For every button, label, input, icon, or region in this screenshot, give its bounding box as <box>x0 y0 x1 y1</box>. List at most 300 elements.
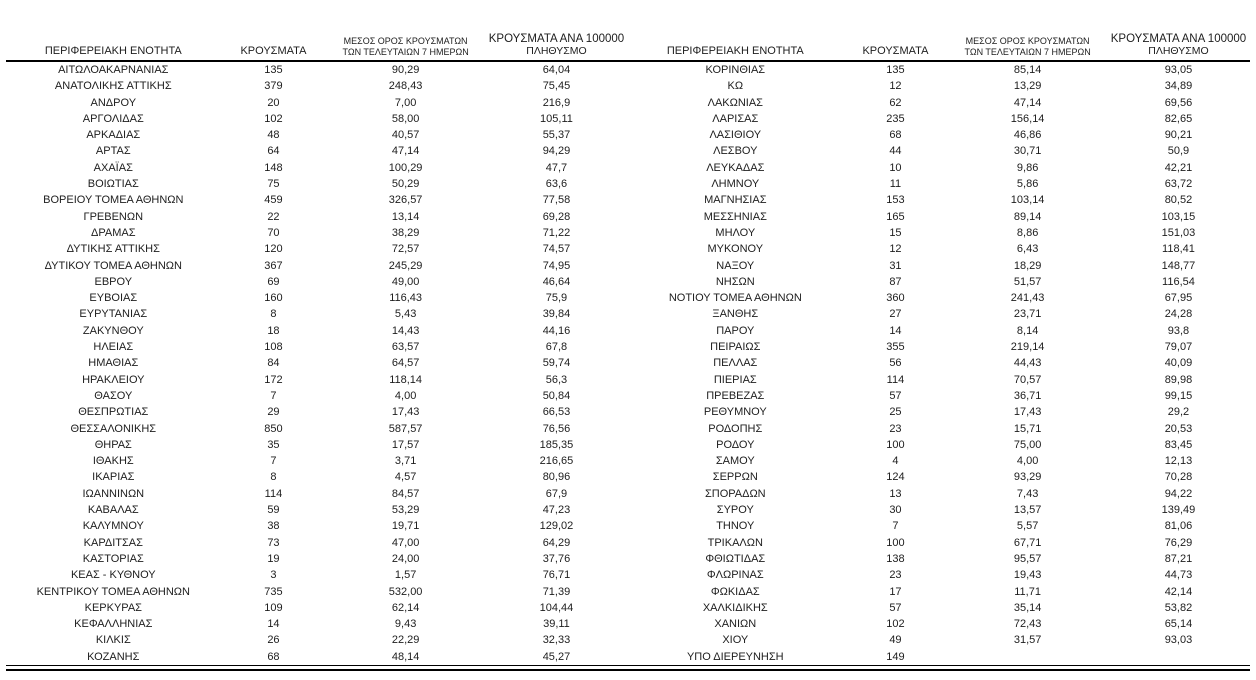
table-row <box>6 241 628 257</box>
cell-cases: 355 <box>886 341 905 354</box>
cell-region: ΝΑΞΟΥ <box>716 259 755 272</box>
cell-per100k: 12,13 <box>1164 455 1193 468</box>
cell-avg7: 36,71 <box>1013 389 1042 402</box>
cell-per100k: 80,52 <box>1164 194 1193 207</box>
cell-avg7: 5,57 <box>1016 520 1039 533</box>
cell-region: ΓΡΕΒΕΝΩΝ <box>83 210 144 223</box>
cell-avg7: 93,29 <box>1013 471 1042 484</box>
cell-cases: 31 <box>889 259 902 272</box>
table-row <box>6 372 628 388</box>
cell-region: ΘΕΣΣΑΛΟΝΙΚΗΣ <box>70 422 157 435</box>
cell-per100k: 80,96 <box>542 471 571 484</box>
col-header-region-label: ΠΕΡΙΦΕΡΕΙΑΚΗ ΕΝΟΤΗΤΑ <box>44 45 182 57</box>
cell-region: ΣΥΡΟΥ <box>716 504 754 517</box>
cell-region: ΚΟΖΑΝΗΣ <box>87 650 140 663</box>
cell-avg7: 70,57 <box>1013 373 1042 386</box>
cell-per100k: 53,82 <box>1164 601 1193 614</box>
cell-cases: 135 <box>264 64 283 76</box>
table-header-left <box>6 0 628 61</box>
table-row <box>628 421 1250 437</box>
cell-cases: 8 <box>270 471 277 484</box>
cell-avg7: 100,29 <box>388 161 423 174</box>
cell-per100k: 50,9 <box>1167 145 1190 158</box>
cell-per100k: 45,27 <box>542 650 571 663</box>
cell-per100k: 87,21 <box>1164 552 1193 565</box>
cell-cases: 35 <box>267 438 280 451</box>
cell-avg7: 5,43 <box>394 308 417 321</box>
col-header-region <box>6 0 221 61</box>
table-row <box>6 632 628 648</box>
table-row <box>628 192 1250 208</box>
cell-per100k: 29,2 <box>1167 406 1190 419</box>
cell-region: ΔΥΤΙΚΟΥ ΤΟΜΕΑ ΑΘΗΝΩΝ <box>44 259 182 272</box>
table-row <box>6 61 628 78</box>
cell-region: ΚΙΛΚΙΣ <box>95 634 131 647</box>
table-row <box>628 372 1250 388</box>
cell-cases: 69 <box>267 275 280 288</box>
table-row <box>628 111 1250 127</box>
cell-cases: 149 <box>886 650 905 663</box>
cell-avg7: 72,43 <box>1013 618 1042 631</box>
cell-region: ΧΙΟΥ <box>722 634 749 647</box>
cell-cases: 459 <box>264 194 283 207</box>
cell-cases: 30 <box>889 504 902 517</box>
bottom-rule <box>6 669 1250 671</box>
cell-per100k: 90,21 <box>1164 129 1193 142</box>
table-row <box>628 388 1250 404</box>
cell-region: ΑΡΓΟΛΙΔΑΣ <box>82 112 144 125</box>
cell-avg7: 64,57 <box>391 357 420 370</box>
cell-cases: 14 <box>889 324 902 337</box>
table-row <box>628 78 1250 94</box>
cell-region: ΦΛΩΡΙΝΑΣ <box>706 569 764 582</box>
col-header-avg7-line1: ΜΕΣΟΣ ΟΡΟΣ ΚΡΟΥΣΜΑΤΩΝ <box>965 36 1090 46</box>
cell-per100k: 104,44 <box>539 601 574 614</box>
cell-avg7: 46,86 <box>1013 129 1042 142</box>
cell-region: ΡΟΔΟΥ <box>716 438 755 451</box>
cell-region: ΠΕΙΡΑΙΩΣ <box>710 341 761 354</box>
cell-region: ΦΩΚΙΔΑΣ <box>710 585 760 598</box>
cell-per100k: 71,39 <box>542 585 571 598</box>
cell-cases: 367 <box>264 259 283 272</box>
cell-region: ΘΑΣΟΥ <box>94 389 133 402</box>
col-header-avg7 <box>326 0 485 61</box>
cell-avg7: 90,29 <box>391 64 420 76</box>
cell-avg7: 118,14 <box>389 373 423 386</box>
table-row <box>628 160 1250 176</box>
table-row <box>628 95 1250 111</box>
cell-avg7: 35,14 <box>1013 601 1042 614</box>
table-row <box>628 584 1250 600</box>
table-row <box>628 551 1250 567</box>
cell-avg7: 9,43 <box>394 618 417 631</box>
cell-cases: 138 <box>886 552 905 565</box>
cell-region: ΠΙΕΡΙΑΣ <box>713 373 757 386</box>
cell-cases: 12 <box>889 80 902 93</box>
table-row <box>6 649 628 665</box>
cell-avg7: 30,71 <box>1013 145 1042 158</box>
table-row <box>628 290 1250 306</box>
cell-avg7: 248,43 <box>388 80 423 93</box>
cell-cases: 102 <box>886 618 905 631</box>
cell-per100k: 76,71 <box>542 569 571 582</box>
cell-per100k: 47,7 <box>545 161 568 174</box>
table-row <box>628 209 1250 225</box>
cell-avg7: 38,29 <box>391 226 420 239</box>
cell-cases: 27 <box>889 308 902 321</box>
cell-avg7: 587,57 <box>388 422 423 435</box>
cell-per100k: 76,29 <box>1164 536 1193 549</box>
cell-avg7: 23,71 <box>1013 308 1042 321</box>
col-header-per100k-line1: ΚΡΟΥΣΜΑΤΑ ΑΝΑ 100000 <box>488 33 625 45</box>
cell-avg7: 4,57 <box>394 471 417 484</box>
cell-per100k: 64,29 <box>542 536 571 549</box>
table-row <box>6 421 628 437</box>
cell-avg7: 4,00 <box>394 389 417 402</box>
table-row <box>628 323 1250 339</box>
table-row <box>6 535 628 551</box>
cell-region: ΑΝΔΡΟΥ <box>90 96 137 109</box>
cell-per100k: 65,14 <box>1164 618 1193 631</box>
cell-avg7: 17,43 <box>1013 406 1042 419</box>
cell-cases: 23 <box>889 422 902 435</box>
cell-region: ΑΡΤΑΣ <box>95 145 131 158</box>
cell-cases: 11 <box>889 178 902 191</box>
cell-per100k: 67,95 <box>1164 292 1193 305</box>
cell-per100k: 66,53 <box>542 406 571 419</box>
table-row <box>6 209 628 225</box>
cell-cases: 70 <box>267 226 280 239</box>
cell-region: ΗΛΕΙΑΣ <box>93 341 134 354</box>
cell-region: ΗΜΑΘΙΑΣ <box>88 357 139 370</box>
cell-per100k: 71,22 <box>542 226 571 239</box>
cell-cases: 49 <box>889 634 902 647</box>
cell-per100k: 216,9 <box>542 96 571 109</box>
cell-per100k: 56,3 <box>545 373 568 386</box>
table-header-right <box>628 0 1250 61</box>
cell-per100k: 216,65 <box>539 455 574 468</box>
table-row <box>6 176 628 192</box>
cell-region: ΕΥΒΟΙΑΣ <box>89 292 138 305</box>
col-header-cases <box>221 0 327 61</box>
table-row <box>628 61 1250 78</box>
cell-cases: 114 <box>264 487 283 500</box>
cell-region: ΛΕΣΒΟΥ <box>713 145 758 158</box>
cell-avg7: 9,86 <box>1016 161 1039 174</box>
table-row <box>6 355 628 371</box>
cell-avg7: 8,14 <box>1016 324 1039 337</box>
table-row <box>6 95 628 111</box>
cell-avg7: 84,57 <box>391 487 420 500</box>
table-row <box>628 258 1250 274</box>
cell-per100k: 139,49 <box>1161 504 1196 517</box>
cell-cases: 160 <box>264 292 283 305</box>
cell-region: ΘΗΡΑΣ <box>94 438 132 451</box>
table-row <box>6 518 628 534</box>
table-row <box>628 502 1250 518</box>
table-row <box>6 306 628 322</box>
cell-region: ΧΑΛΚΙΔΙΚΗΣ <box>702 601 768 614</box>
table-row <box>628 274 1250 290</box>
cell-per100k: 185,35 <box>539 438 574 451</box>
cell-region: ΝΗΣΩΝ <box>715 275 755 288</box>
table-row <box>628 453 1250 469</box>
cell-region: ΤΡΙΚΑΛΩΝ <box>707 536 763 549</box>
cell-region: ΞΑΝΘΗΣ <box>712 308 759 321</box>
cell-avg7: 18,29 <box>1013 259 1042 272</box>
cell-cases: 108 <box>264 341 283 354</box>
cases-table-left <box>6 0 628 665</box>
cell-region: ΡΟΔΟΠΗΣ <box>708 422 763 435</box>
table-row <box>628 632 1250 648</box>
cell-avg7: 51,57 <box>1013 275 1042 288</box>
cell-cases: 360 <box>886 292 905 305</box>
cell-avg7: 116,43 <box>389 292 423 305</box>
cell-per100k: 77,58 <box>542 194 571 207</box>
cell-per100k: 89,98 <box>1164 373 1193 386</box>
cell-cases: 172 <box>264 373 283 386</box>
cell-region: ΣΠΟΡΑΔΩΝ <box>704 487 766 500</box>
cell-cases: 124 <box>886 471 905 484</box>
cell-per100k: 34,89 <box>1164 80 1193 93</box>
header-row <box>6 0 628 61</box>
table-row <box>6 567 628 583</box>
cell-avg7: 67,71 <box>1013 536 1042 549</box>
cell-cases: 12 <box>889 243 902 256</box>
table-row <box>628 306 1250 322</box>
table-row <box>6 111 628 127</box>
cell-region: ΚΑΒΑΛΑΣ <box>87 504 139 517</box>
cell-per100k: 75,45 <box>542 80 571 93</box>
cell-per100k: 67,8 <box>545 341 568 354</box>
cell-cases: 26 <box>267 634 280 647</box>
cell-region: ΕΒΡΟΥ <box>94 275 133 288</box>
table-row <box>6 486 628 502</box>
cell-region: ΠΡΕΒΕΖΑΣ <box>706 389 765 402</box>
table-row <box>6 323 628 339</box>
col-header-per100k <box>1107 0 1250 61</box>
cell-avg7: 47,14 <box>1013 96 1042 109</box>
cell-region: ΑΝΑΤΟΛΙΚΗΣ ΑΤΤΙΚΗΣ <box>54 80 172 93</box>
cell-avg7: 50,29 <box>391 178 420 191</box>
cell-region: ΒΟΡΕΙΟΥ ΤΟΜΕΑ ΑΘΗΝΩΝ <box>43 194 184 207</box>
cell-per100k: 47,23 <box>542 504 571 517</box>
cell-per100k: 74,95 <box>542 259 571 272</box>
cell-avg7: 95,57 <box>1013 552 1042 565</box>
cell-avg7: 6,43 <box>1016 243 1039 256</box>
cell-region: ΛΑΡΙΣΑΣ <box>712 112 759 125</box>
cell-cases: 235 <box>886 112 905 125</box>
cell-avg7: 62,14 <box>391 601 420 614</box>
cell-per100k: 93,8 <box>1167 324 1190 337</box>
cell-per100k: 148,77 <box>1161 259 1196 272</box>
col-header-avg7-line2: ΤΩΝ ΤΕΛΕΥΤΑΙΩΝ 7 ΗΜΕΡΩΝ <box>964 46 1091 57</box>
table-row <box>6 388 628 404</box>
cell-region: ΝΟΤΙΟΥ ΤΟΜΕΑ ΑΘΗΝΩΝ <box>668 292 802 305</box>
cell-cases: 44 <box>889 145 902 158</box>
cell-per100k: 69,28 <box>542 210 571 223</box>
cell-per100k: 39,84 <box>542 308 571 321</box>
table-body-left <box>6 61 628 665</box>
table-row <box>628 339 1250 355</box>
cell-avg7: 13,29 <box>1013 80 1042 93</box>
cell-avg7: 7,00 <box>394 96 417 109</box>
cell-avg7: 31,57 <box>1013 634 1042 647</box>
cell-region: ΘΕΣΠΡΩΤΙΑΣ <box>78 406 149 419</box>
cell-avg7: 58,00 <box>391 112 420 125</box>
cell-region: ΖΑΚΥΝΘΟΥ <box>82 324 144 337</box>
cell-region: ΕΥΡΥΤΑΝΙΑΣ <box>79 308 148 321</box>
cell-per100k: 63,72 <box>1164 178 1193 191</box>
col-header-cases-label: ΚΡΟΥΣΜΑΤΑ <box>862 45 929 57</box>
cell-region: ΚΟΡΙΝΘΙΑΣ <box>705 64 766 76</box>
table-row <box>628 567 1250 583</box>
cell-per100k: 118,41 <box>1162 243 1195 256</box>
cell-avg7: 15,71 <box>1013 422 1042 435</box>
cell-avg7: 89,14 <box>1013 210 1042 223</box>
table-row <box>6 192 628 208</box>
cell-region: ΦΘΙΩΤΙΔΑΣ <box>705 552 766 565</box>
cell-per100k: 24,28 <box>1164 308 1193 321</box>
cell-avg7: 103,14 <box>1010 194 1045 207</box>
cell-avg7: 3,71 <box>394 455 417 468</box>
cell-per100k <box>1107 649 1250 665</box>
cell-cases: 48 <box>267 129 280 142</box>
cell-region: ΔΥΤΙΚΗΣ ΑΤΤΙΚΗΣ <box>66 243 160 256</box>
cell-avg7: 5,86 <box>1016 178 1039 191</box>
table-row <box>6 437 628 453</box>
cell-region: ΜΑΓΝΗΣΙΑΣ <box>704 194 767 207</box>
cell-region: ΠΕΛΛΑΣ <box>713 357 758 370</box>
col-header-avg7 <box>948 0 1107 61</box>
cell-avg7: 13,14 <box>391 210 420 223</box>
cell-region: ΚΩ <box>727 80 744 93</box>
cell-avg7: 17,43 <box>391 406 420 419</box>
cell-avg7: 241,43 <box>1010 292 1045 305</box>
cell-avg7: 47,00 <box>391 536 420 549</box>
cell-per100k: 94,22 <box>1164 487 1193 500</box>
cell-region: ΜΗΛΟΥ <box>715 226 756 239</box>
cell-cases: 14 <box>267 618 280 631</box>
cell-per100k: 103,15 <box>1161 210 1196 223</box>
cell-per100k: 50,84 <box>542 389 571 402</box>
cell-cases: 29 <box>267 406 280 419</box>
table-row <box>6 551 628 567</box>
cell-region: ΡΕΘΥΜΝΟΥ <box>703 406 767 419</box>
cell-cases: 23 <box>889 569 902 582</box>
cell-per100k: 75,9 <box>545 292 568 305</box>
cell-per100k: 40,09 <box>1164 357 1193 370</box>
cell-region: ΜΥΚΟΝΟΥ <box>707 243 764 256</box>
cell-region: ΚΑΛΥΜΝΟΥ <box>82 520 144 533</box>
col-header-cases-label: ΚΡΟΥΣΜΑΤΑ <box>240 45 307 57</box>
cell-avg7: 7,43 <box>1016 487 1039 500</box>
cell-avg7 <box>948 649 1107 665</box>
cell-per100k: 20,53 <box>1164 422 1193 435</box>
cell-avg7: 22,29 <box>391 634 420 647</box>
cell-region: ΛΕΥΚΑΔΑΣ <box>706 161 765 174</box>
cell-avg7: 326,57 <box>388 194 423 207</box>
table-row <box>6 143 628 159</box>
cell-cases: 13 <box>889 487 902 500</box>
cell-cases: 735 <box>264 585 283 598</box>
table-row <box>628 176 1250 192</box>
cell-avg7: 532,00 <box>388 585 423 598</box>
cell-region: ΛΑΣΙΘΙΟΥ <box>709 129 762 142</box>
table-row <box>628 518 1250 534</box>
cell-per100k: 44,16 <box>542 324 571 337</box>
cell-region: ΔΡΑΜΑΣ <box>91 226 136 239</box>
cell-avg7: 72,57 <box>391 243 420 256</box>
cell-region: ΑΧΑΪΑΣ <box>93 161 133 174</box>
table-row <box>628 225 1250 241</box>
cell-per100k: 64,04 <box>542 64 571 76</box>
cell-region: ΛΑΚΩΝΙΑΣ <box>707 96 763 109</box>
cell-region: ΙΚΑΡΙΑΣ <box>92 471 135 484</box>
cases-tables-container <box>6 0 1250 666</box>
cell-avg7: 4,00 <box>1016 455 1039 468</box>
cell-per100k: 59,74 <box>542 357 571 370</box>
cell-cases: 56 <box>889 357 902 370</box>
table-row <box>6 258 628 274</box>
cell-avg7: 19,71 <box>391 520 420 533</box>
table-row <box>628 404 1250 420</box>
cell-cases: 10 <box>889 161 902 174</box>
table-row <box>628 127 1250 143</box>
table-row <box>628 355 1250 371</box>
cell-per100k: 79,07 <box>1164 341 1193 354</box>
col-header-avg7-line2: ΤΩΝ ΤΕΛΕΥΤΑΙΩΝ 7 ΗΜΕΡΩΝ <box>342 46 469 57</box>
cell-region: ΚΑΣΤΟΡΙΑΣ <box>82 552 144 565</box>
cell-avg7: 19,43 <box>1013 569 1042 582</box>
cell-cases: 153 <box>886 194 905 207</box>
col-header-region <box>628 0 843 61</box>
cell-avg7: 47,14 <box>391 145 420 158</box>
cell-region: ΚΑΡΔΙΤΣΑΣ <box>83 536 143 549</box>
cell-avg7: 53,29 <box>391 504 420 517</box>
cell-cases: 135 <box>886 64 905 76</box>
cell-cases: 18 <box>267 324 280 337</box>
cell-cases: 15 <box>889 226 902 239</box>
cell-cases: 57 <box>889 389 902 402</box>
cell-avg7: 156,14 <box>1010 112 1045 125</box>
table-row <box>628 535 1250 551</box>
cell-avg7: 245,29 <box>388 259 423 272</box>
cell-region: ΑΙΤΩΛΟΑΚΑΡΝΑΝΙΑΣ <box>58 64 169 76</box>
cell-region: ΚΕΡΚΥΡΑΣ <box>84 601 142 614</box>
cell-per100k: 93,05 <box>1164 64 1193 76</box>
col-header-per100k-line1: ΚΡΟΥΣΜΑΤΑ ΑΝΑ 100000 <box>1110 33 1247 45</box>
cell-region: ΙΩΑΝΝΙΝΩΝ <box>82 487 145 500</box>
cell-per100k: 116,54 <box>1162 275 1195 288</box>
cell-per100k: 44,73 <box>1164 569 1193 582</box>
cell-cases: 7 <box>270 389 277 402</box>
cell-per100k: 42,14 <box>1164 585 1193 598</box>
table-row <box>628 486 1250 502</box>
cell-region: ΒΟΙΩΤΙΑΣ <box>87 178 139 191</box>
cell-per100k: 81,06 <box>1164 520 1193 533</box>
table-row <box>6 160 628 176</box>
table-row <box>628 600 1250 616</box>
cell-cases: 25 <box>889 406 902 419</box>
col-header-avg7-line1: ΜΕΣΟΣ ΟΡΟΣ ΚΡΟΥΣΜΑΤΩΝ <box>343 36 468 46</box>
cell-region: ΧΑΝΙΩΝ <box>714 618 757 631</box>
cell-avg7: 49,00 <box>391 275 420 288</box>
table-row <box>6 127 628 143</box>
table-row <box>6 339 628 355</box>
cell-avg7: 75,00 <box>1013 438 1042 451</box>
table-row <box>6 616 628 632</box>
